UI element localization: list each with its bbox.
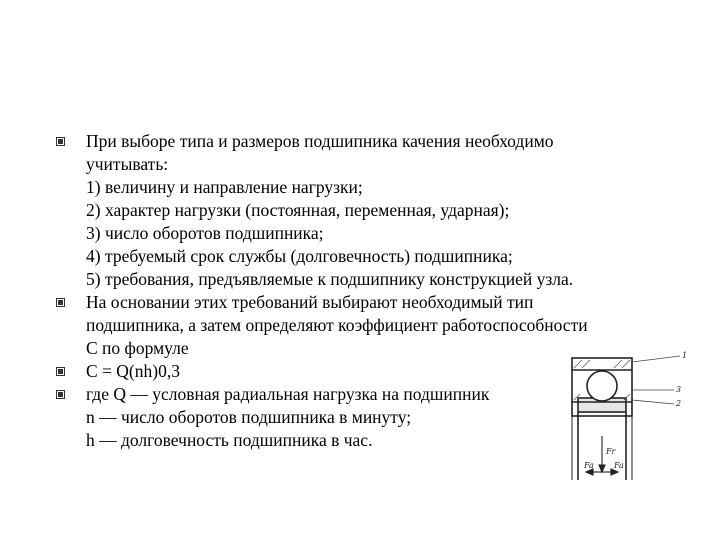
callout-label: 3	[676, 385, 682, 394]
square-bullet-icon	[56, 367, 65, 376]
text-line: 5) требования, предъявляемые к подшипнику конструкцией узла.	[86, 269, 574, 289]
text-line: 1) величину и направление нагрузки;	[86, 177, 363, 197]
ball-bearing-diagram	[548, 350, 698, 490]
force-label: Fa	[584, 461, 594, 470]
formula-line: C = Q(nh)0,3	[86, 361, 180, 381]
text-line: С по формуле	[86, 338, 189, 358]
callout-label: 1	[682, 351, 688, 360]
callout-label: 2	[676, 399, 682, 408]
text-line: 3) число оборотов подшипника;	[86, 223, 324, 243]
text-line: где Q — условная радиальная нагрузка на подшипник	[86, 384, 490, 404]
bullet-item-selection-criteria	[56, 130, 656, 291]
text-line: На основании этих требований выбирают необходимый тип	[86, 292, 534, 312]
text-line: При выборе типа и размеров подшипника качения необходимо	[86, 131, 554, 151]
force-label: Fa	[614, 461, 624, 470]
square-bullet-icon	[56, 390, 65, 399]
text-line: 4) требуемый срок службы (долговечность) подшипника;	[86, 246, 513, 266]
text-line: учитывать:	[86, 154, 169, 174]
text-line: n — число оборотов подшипника в минуту;	[86, 407, 412, 427]
text-line: подшипника, а затем определяют коэффициент работоспособности	[86, 315, 588, 335]
text-line: 2) характер нагрузки (постоянная, переменная, ударная);	[86, 200, 510, 220]
square-bullet-icon	[56, 137, 65, 146]
force-label: Fr	[606, 447, 616, 456]
text-line: h — долговечность подшипника в час.	[86, 430, 373, 450]
square-bullet-icon	[56, 298, 65, 307]
